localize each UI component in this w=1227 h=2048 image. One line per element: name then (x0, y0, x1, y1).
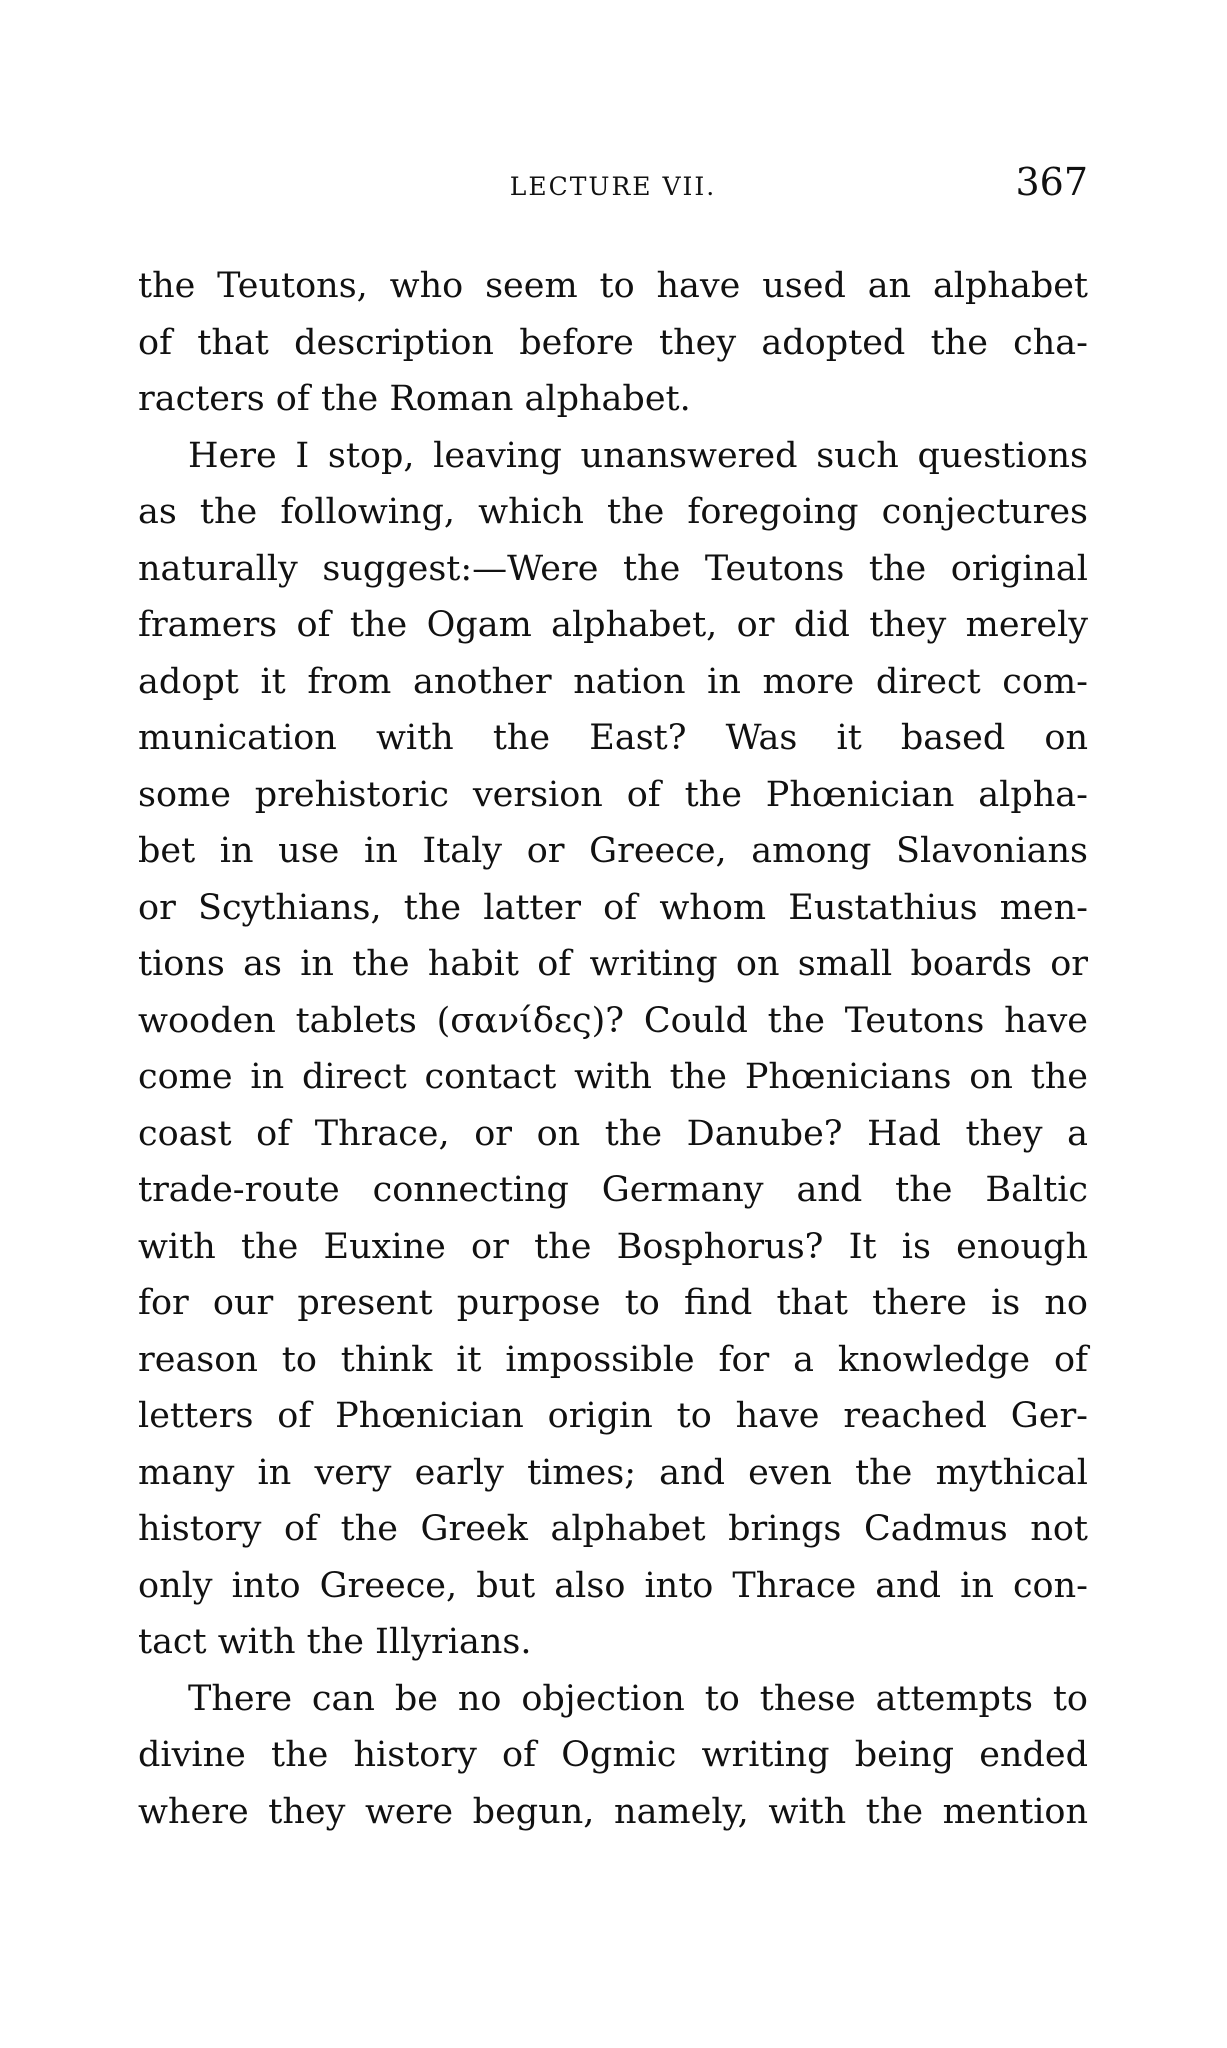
text-line: history of the Greek alphabet brings Cadmus not (138, 1509, 1088, 1549)
text-line: of that description before they adopted the cha- (138, 322, 1088, 363)
text-line: Here I stop, leaving unanswered such questions (188, 435, 1088, 476)
text-line: or Scythians, the latter of whom Eustathius men- (138, 887, 1088, 928)
body-text (138, 258, 1088, 1840)
text-line: wooden tablets (σανίδες)? Could the Teutons have (138, 1000, 1088, 1041)
text-line: naturally suggest:—Were the Teutons the original (138, 548, 1088, 589)
text-line: coast of Thrace, or on the Danube? Had they a (138, 1113, 1088, 1154)
text-line: There can be no objection to these attempts to (188, 1678, 1088, 1719)
page-header (138, 160, 1088, 206)
text-line: as the following, which the foregoing conjectures (138, 492, 1088, 532)
text-line: with the Euxine or the Bosphorus? It is enough (138, 1226, 1088, 1267)
text-line: tact with the Illyrians. (138, 1622, 532, 1662)
text-line: come in direct contact with the Phœnicians on the (138, 1057, 1088, 1097)
text-line: tions as in the habit of writing on small boards or (138, 944, 1088, 984)
text-line: framers of the Ogam alphabet, or did they merely (138, 605, 1088, 645)
running-title: LECTURE VII. (509, 172, 717, 201)
text-line: where they were begun, namely, with the mention (138, 1791, 1088, 1832)
text-line: reason to think it impossible for a knowledge of (138, 1339, 1088, 1380)
text-line: bet in use in Italy or Greece, among Slavonians (138, 831, 1088, 871)
text-line: many in very early times; and even the mythical (138, 1452, 1088, 1493)
text-line: adopt it from another nation in more direct com- (138, 661, 1088, 702)
page-number: 367 (1015, 160, 1088, 204)
text-line: racters of the Roman alphabet. (138, 379, 691, 419)
text-line: for our present purpose to find that there is no (138, 1283, 1088, 1323)
text-line: the Teutons, who seem to have used an alphabet (138, 266, 1088, 306)
text-line: munication with the East? Was it based on (138, 718, 1088, 758)
text-line: some prehistoric version of the Phœnician alpha- (138, 774, 1088, 815)
text-line: letters of Phœnician origin to have reached Ger- (138, 1396, 1088, 1436)
text-line: divine the history of Ogmic writing being ended (138, 1735, 1088, 1775)
text-line: trade-route connecting Germany and the Baltic (138, 1170, 1088, 1210)
text-line: only into Greece, but also into Thrace and in con- (138, 1565, 1088, 1606)
